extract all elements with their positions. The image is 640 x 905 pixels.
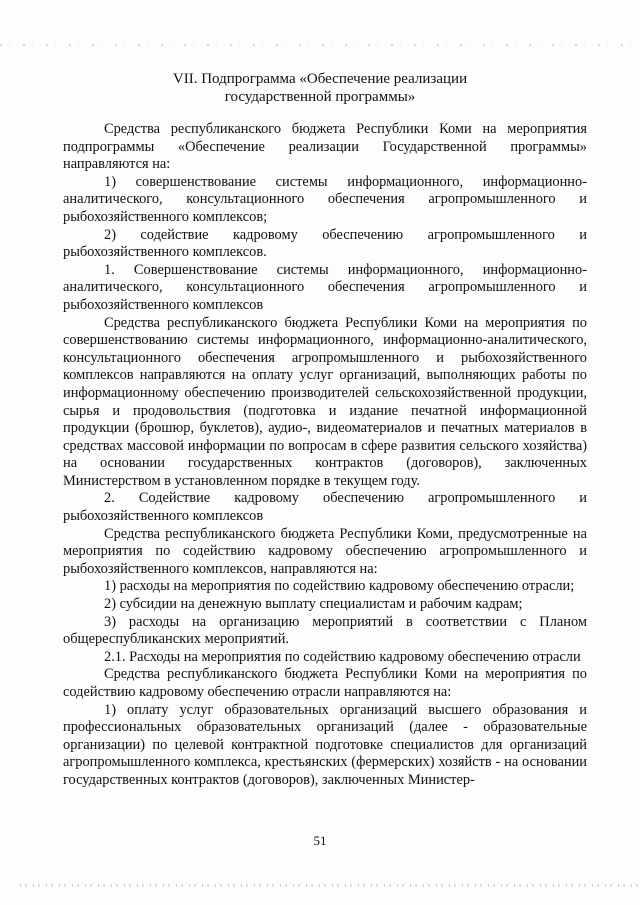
scan-artifact-bottom [20, 884, 640, 887]
scan-artifact-top [0, 44, 640, 46]
page-number: 51 [313, 833, 327, 848]
paragraph: 1) расходы на мероприятия по содействию кадровому обеспечению отрасли; [104, 578, 575, 595]
section-title [0, 70, 640, 106]
paragraph: 3) расходы на организацию мероприятий в соответствии с Планом общереспубликанских мероприятий. [63, 613, 587, 648]
paragraph-heading: 1. Совершенствование системы информационного, информационно-аналитического, консультационного обеспечения агропромышленного и рыбохозяйственного комплексов [63, 261, 587, 313]
paragraph-heading: 2.1. Расходы на мероприятия по содействию кадровому обеспечению отрасли [104, 648, 581, 665]
paragraph: Средства республиканского бюджета Республики Коми, предусмотренные на мероприятия по содействию кадровому обеспечению агропромышленного и рыбохозяйственного комплексов, направляются на: [63, 525, 587, 577]
paragraph: 2) субсидии на денежную выплату специалистам и рабочим кадрам; [104, 596, 523, 613]
paragraph: Средства республиканского бюджета Республики Коми на мероприятия подпрограммы «Обеспечение реализации Государственной программы» направляются на: [63, 121, 587, 173]
document-body [63, 121, 587, 790]
paragraph: 1) совершенствование системы информационного, информационно-аналитического, консультационного обеспечения агропромышленного и рыбохозяйственного комплексов; [63, 173, 587, 225]
paragraph: 1) оплату услуг образовательных организаций высшего образования и профессиональных образовательных организаций (далее - образовательные организации) по целевой контрактной подготовке специалистов для организаций агропромышленного комплекса, крестьянских (фермерских) хозяйств - на основании государственных контрактов (договоров), заключенных Министер- [63, 701, 587, 788]
section-title-line2: государственной программы» [224, 89, 416, 105]
paragraph: Средства республиканского бюджета Республики Коми на мероприятия по содействию кадровому обеспечению отрасли направляются на: [63, 666, 587, 700]
paragraph: 2) содействие кадровому обеспечению агропромышленного и рыбохозяйственного комплексов. [63, 226, 587, 261]
paragraph-heading: 2. Содействие кадровому обеспечению агропромышленного и рыбохозяйственного комплексов [63, 490, 587, 525]
section-title-line1: VII. Подпрограмма «Обеспечение реализации [172, 71, 468, 87]
paragraph: Средства республиканского бюджета Республики Коми на мероприятия по совершенствованию системы информационного, информационно-аналитического, консультационного обеспечения агропромышленного и рыбохозяйственного комплексов направляются на оплату услуг организаций, выполняющих работы по информационному обеспечению производителей сельскохозяйственной продукции, сырья и продовольствия (подготовка и издание печатной информационной продукции (брошюр, буклетов), аудио-, видеоматериалов и печатных материалов в средствах массовой информации по вопросам в сфере развития сельского хозяйства) на основании государственных контрактов (договоров), заключенных Министерством в установленном порядке в текущем году. [63, 314, 587, 489]
